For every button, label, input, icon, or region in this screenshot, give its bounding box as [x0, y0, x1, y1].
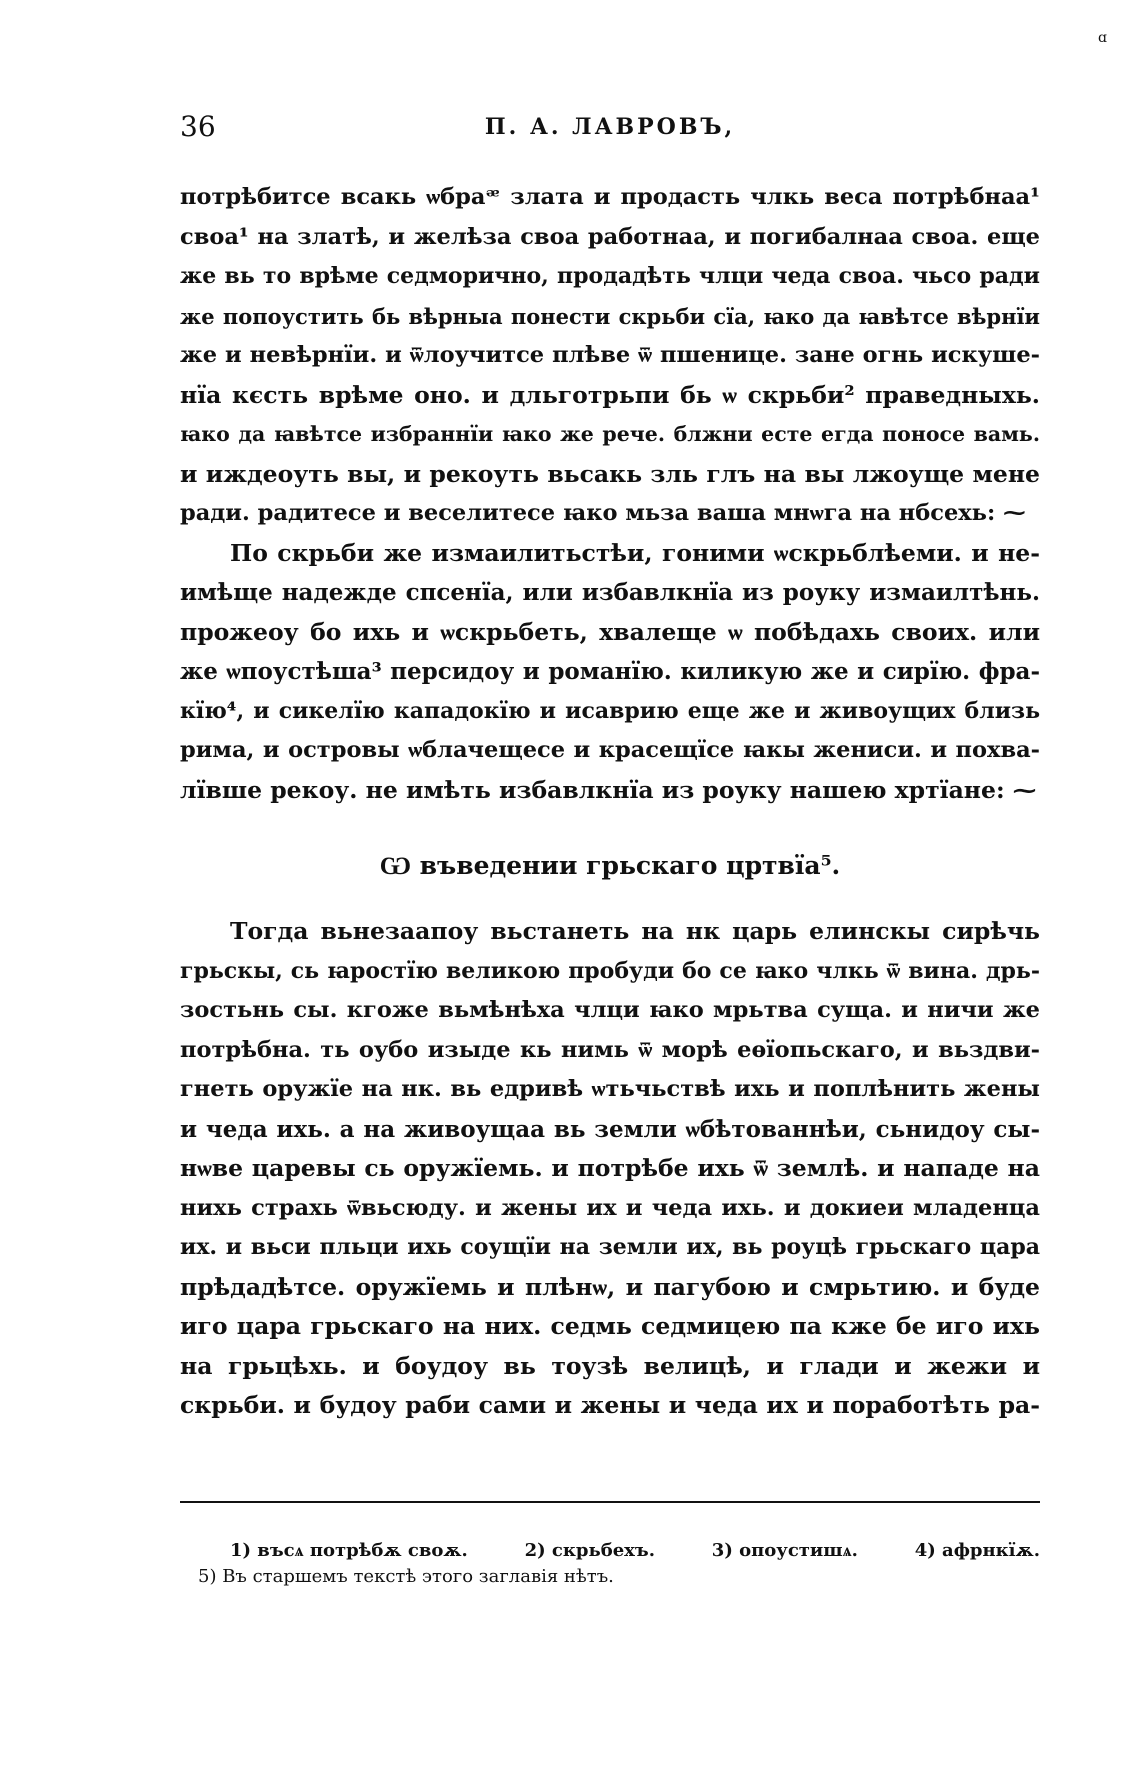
paragraph-3	[180, 912, 1040, 1426]
footnote-2: 2) скрьбехъ.	[524, 1540, 655, 1561]
text-line: имѣще надежде спсенїа, или избавлкнїа из роуку измаилтѣнь.	[180, 579, 1040, 606]
text-line: потрѣбна. ть оубо изыде кь нимь ѿ морѣ еѳїопьскаго, и вьздви-	[180, 1036, 1040, 1063]
text-line: своа¹ на златѣ, и желѣза своа работнаа, и погибалнаа своа. еще	[180, 223, 1040, 250]
text-line: же ѡпоустѣша³ персидоу и романїю. киликую же и сирїю. фра-	[180, 658, 1040, 685]
text-line: ꙗко да ꙗвѣтсе избраннїи ꙗко же рече. блжни есте егда поносе вамь.	[180, 422, 1040, 446]
text-line: же попоустить бь вѣрныа понести скрьби сїа, ꙗко да ꙗвѣтсе вѣрнїи	[180, 303, 1040, 329]
footnote-1: 1) въсѧ потрѣбѫ своѫ.	[230, 1540, 468, 1561]
paragraph-1	[180, 178, 1040, 534]
text-line: гнеть оружїе на нк. вь едривѣ ѡтьчьствѣ ихь и поплѣнить жены	[180, 1076, 1040, 1102]
text-line: нихь страхь ѿвьсюду. и жены их и чеда ихь. и докиеи младенца	[180, 1194, 1040, 1221]
text-line: потрѣбитсе всакь ѡбраᵆ злата и продасть члкь веса потрѣбнаа¹	[180, 184, 1040, 210]
text-line: лївше рекоу. не имѣть избавлкнїа из роуку нашею хртїане: ⁓	[180, 775, 1037, 804]
page-number: 36	[180, 110, 216, 143]
paragraph-2	[180, 534, 1040, 811]
text-line: на грьцѣхь. и боудоу вь тоузѣ велицѣ, и глади и жежи и	[180, 1351, 1040, 1380]
footnote-divider	[180, 1501, 1040, 1503]
text-line: и чеда ихь. а на живоущаа вь земли ѡбѣтованнѣи, сьнидоу сы-	[180, 1115, 1040, 1143]
text-line: же вь то врѣме седморично, продадѣть члци чеда своа. чьсо ради	[180, 263, 1040, 289]
text-line: прѣдадѣтсе. оружїемь и плѣнѡ, и пагубою и смрьтию. и буде	[180, 1272, 1040, 1301]
text-line: По скрьби же измаилитьстѣи, гоними ѡскрьблѣеми. и не-	[230, 538, 1040, 567]
text-line: и иждеоуть вы, и рекоуть вьсакь зль глъ на вы лжоуще мене	[180, 459, 1040, 488]
footnotes	[198, 1538, 1040, 1590]
corner-mark: ɑ	[1098, 30, 1107, 46]
footnote-row	[198, 1538, 1040, 1564]
page-header	[180, 110, 1040, 150]
text-line: нїа кєсть врѣме оно. и дльготрьпи бь ѡ скрьби² праведныхь.	[180, 380, 1040, 409]
text-line: скрьби. и будоу раби сами и жены и чеда их и поработѣть ра-	[180, 1391, 1040, 1419]
footnote-3: 3) опоустишѧ.	[711, 1540, 858, 1561]
text-line: же и невѣрнїи. и ѿлоучитсе плѣве ѿ пшенице. зане огнь искуше-	[180, 342, 1040, 368]
page-body	[180, 178, 1040, 1426]
text-line: рима, и островы ѡблачещесе и красещїсе ꙗкы жениси. и похва-	[180, 737, 1040, 763]
footnote-4: 4) афрнкїѫ.	[914, 1540, 1040, 1561]
text-line: грьскы, сь ꙗростїю великою пробуди бо се ꙗко члкь ѿ вина. дрь-	[180, 957, 1040, 984]
text-line: прожеоу бо ихь и ѡскрьбеть, хвалеще ѡ побѣдахь своих. или	[180, 617, 1040, 646]
section-heading: Ѡ въведении грьскаго цртвїа⁵.	[379, 851, 841, 880]
running-title: П. А. ЛАВРОВЪ,	[484, 114, 736, 140]
footnote-5: 5) Въ старшемъ текстѣ этого заглавія нѣтъ.	[198, 1566, 614, 1587]
text-line: иго цара грьскаго на них. седмь седмицею па кже бе иго ихь	[180, 1312, 1040, 1340]
text-line: Тогда вьнезаапоу вьстанеть на нк царь елинскы сирѣчь	[230, 917, 1040, 945]
text-line: ради. радитесе и веселитесе ꙗко мьза ваша мнѡга на нбсехь: ⁓	[180, 500, 1026, 526]
text-line: кїю⁴, и сикелїю кападокїю и исаврию еще же и живоущих близь	[180, 697, 1040, 724]
text-line: зостьнь сы. кгоже вьмѣнѣха члци ꙗко мрьтва суща. и ничи же	[180, 997, 1040, 1023]
text-line: их. и вьси пльци ихь соущїи на земли их, вь роуцѣ грьскаго цара	[180, 1234, 1040, 1260]
text-line: нѡве царевы сь оружїемь. и потрѣбе ихь ѿ землѣ. и нападе на	[180, 1154, 1040, 1182]
